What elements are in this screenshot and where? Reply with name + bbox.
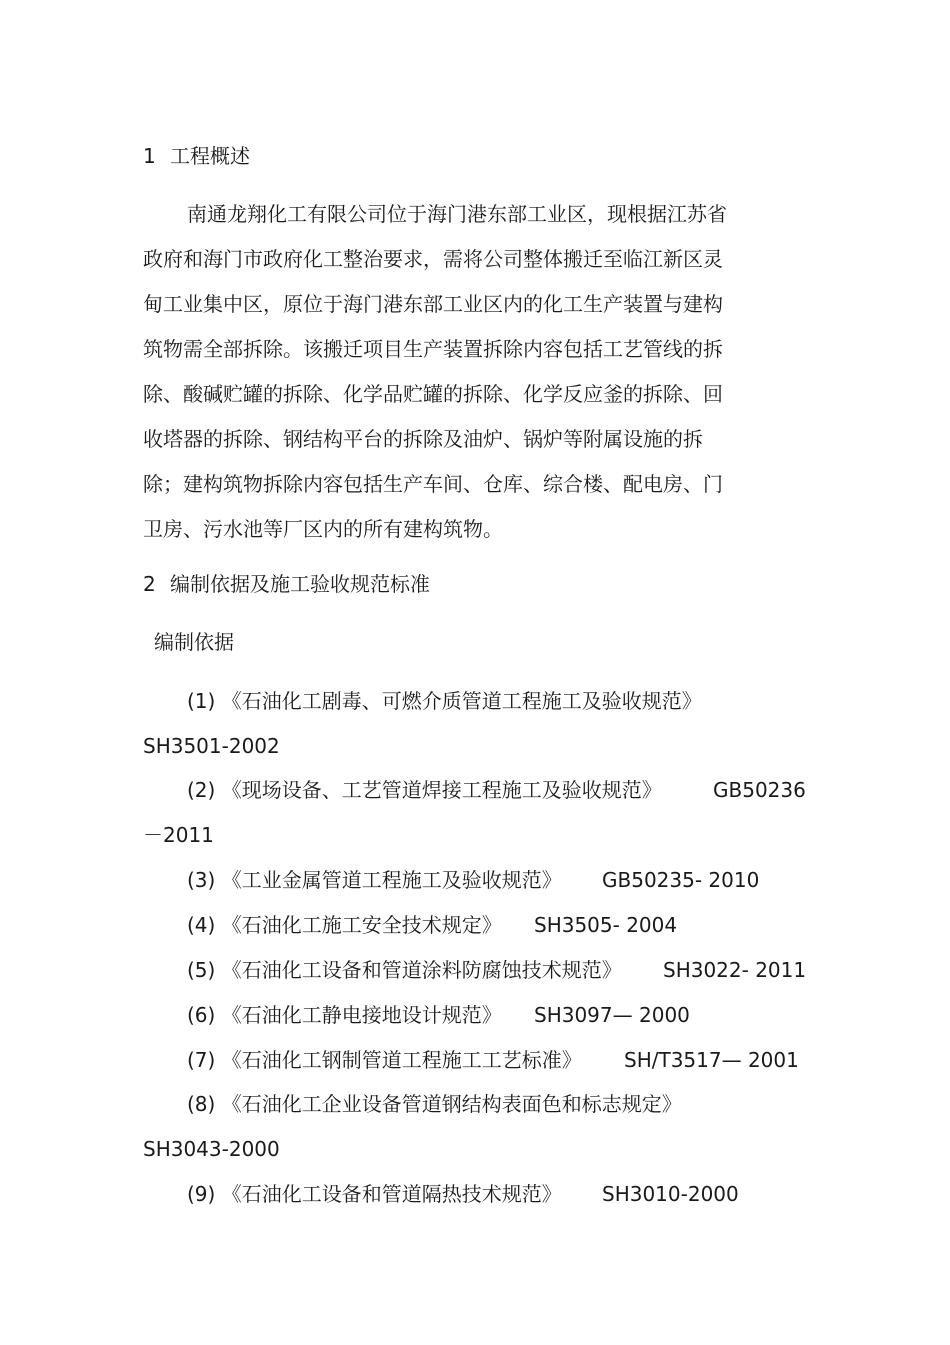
- section-1-number: 1: [143, 144, 156, 168]
- reference-index: (4): [187, 913, 216, 937]
- section-1-heading: [143, 142, 250, 170]
- reference-code: SH/T3517— 2001: [624, 1048, 799, 1072]
- reference-index: (8): [187, 1092, 216, 1116]
- reference-index: (5): [187, 958, 216, 982]
- paragraph-line: 政府和海门市政府化工整治要求，需将公司整体搬迁至临江新区灵: [143, 247, 723, 271]
- reference-item: [187, 1180, 739, 1208]
- section-2-heading: [143, 570, 430, 598]
- section-2-title: 编制依据及施工验收规范标准: [170, 572, 430, 596]
- paragraph-line: 卫房、污水池等厂区内的所有建构筑物。: [143, 517, 503, 541]
- reference-title: 《石油化工设备和管道隔热技术规范》: [221, 1182, 562, 1206]
- reference-code: SH3501-2002: [143, 734, 280, 758]
- section-2-subtitle: 编制依据: [154, 630, 234, 654]
- reference-code: SH3022- 2011: [663, 958, 807, 982]
- reference-index: (6): [187, 1003, 216, 1027]
- reference-title: 《石油化工施工安全技术规定》: [221, 913, 502, 937]
- reference-item: [187, 776, 806, 804]
- reference-index: (2): [187, 778, 216, 802]
- reference-code: SH3097— 2000: [534, 1003, 690, 1027]
- reference-item: [187, 911, 678, 939]
- reference-title: 《石油化工设备和管道涂料防腐蚀技术规范》: [221, 958, 622, 982]
- reference-title: 《现场设备、工艺管道焊接工程施工及验收规范》: [221, 778, 662, 802]
- reference-item: [187, 687, 702, 715]
- reference-item: [187, 1090, 682, 1118]
- reference-title: 《石油化工剧毒、可燃介质管道工程施工及验收规范》: [221, 689, 702, 713]
- reference-code: SH3010-2000: [602, 1182, 739, 1206]
- reference-index: (7): [187, 1048, 216, 1072]
- reference-index: (3): [187, 868, 216, 892]
- paragraph-line: 甸工业集中区，原位于海门港东部工业区内的化工生产装置与建构: [143, 292, 723, 316]
- reference-item: [187, 956, 807, 984]
- reference-title: 《石油化工静电接地设计规范》: [221, 1003, 502, 1027]
- section-2-number: 2: [143, 572, 156, 596]
- reference-item: [187, 866, 760, 894]
- paragraph-line: 南通龙翔化工有限公司位于海门港东部工业区，现根据江苏省: [187, 202, 727, 226]
- reference-title: 《石油化工企业设备管道钢结构表面色和标志规定》: [221, 1092, 682, 1116]
- paragraph-line: 筑物需全部拆除。该搬迁项目生产装置拆除内容包括工艺管线的拆: [143, 337, 723, 361]
- reference-item: [187, 1001, 690, 1029]
- paragraph-line: 除；建构筑物拆除内容包括生产车间、仓库、综合楼、配电房、门: [143, 472, 723, 496]
- reference-index: (9): [187, 1182, 216, 1206]
- paragraph-line: 除、酸碱贮罐的拆除、化学品贮罐的拆除、化学反应釜的拆除、回: [143, 382, 723, 406]
- reference-code: SH3043-2000: [143, 1137, 280, 1161]
- reference-item: [187, 1046, 799, 1074]
- reference-index: (1): [187, 689, 216, 713]
- paragraph-line: 收塔器的拆除、钢结构平台的拆除及油炉、锅炉等附属设施的拆: [143, 427, 703, 451]
- reference-code: SH3505- 2004: [534, 913, 678, 937]
- reference-code-continued: －2011: [143, 823, 214, 847]
- section-1-title: 工程概述: [170, 144, 250, 168]
- reference-code: GB50236: [713, 778, 806, 802]
- reference-title: 《石油化工钢制管道工程施工工艺标准》: [221, 1048, 582, 1072]
- reference-title: 《工业金属管道工程施工及验收规范》: [221, 868, 562, 892]
- reference-code: GB50235- 2010: [602, 868, 760, 892]
